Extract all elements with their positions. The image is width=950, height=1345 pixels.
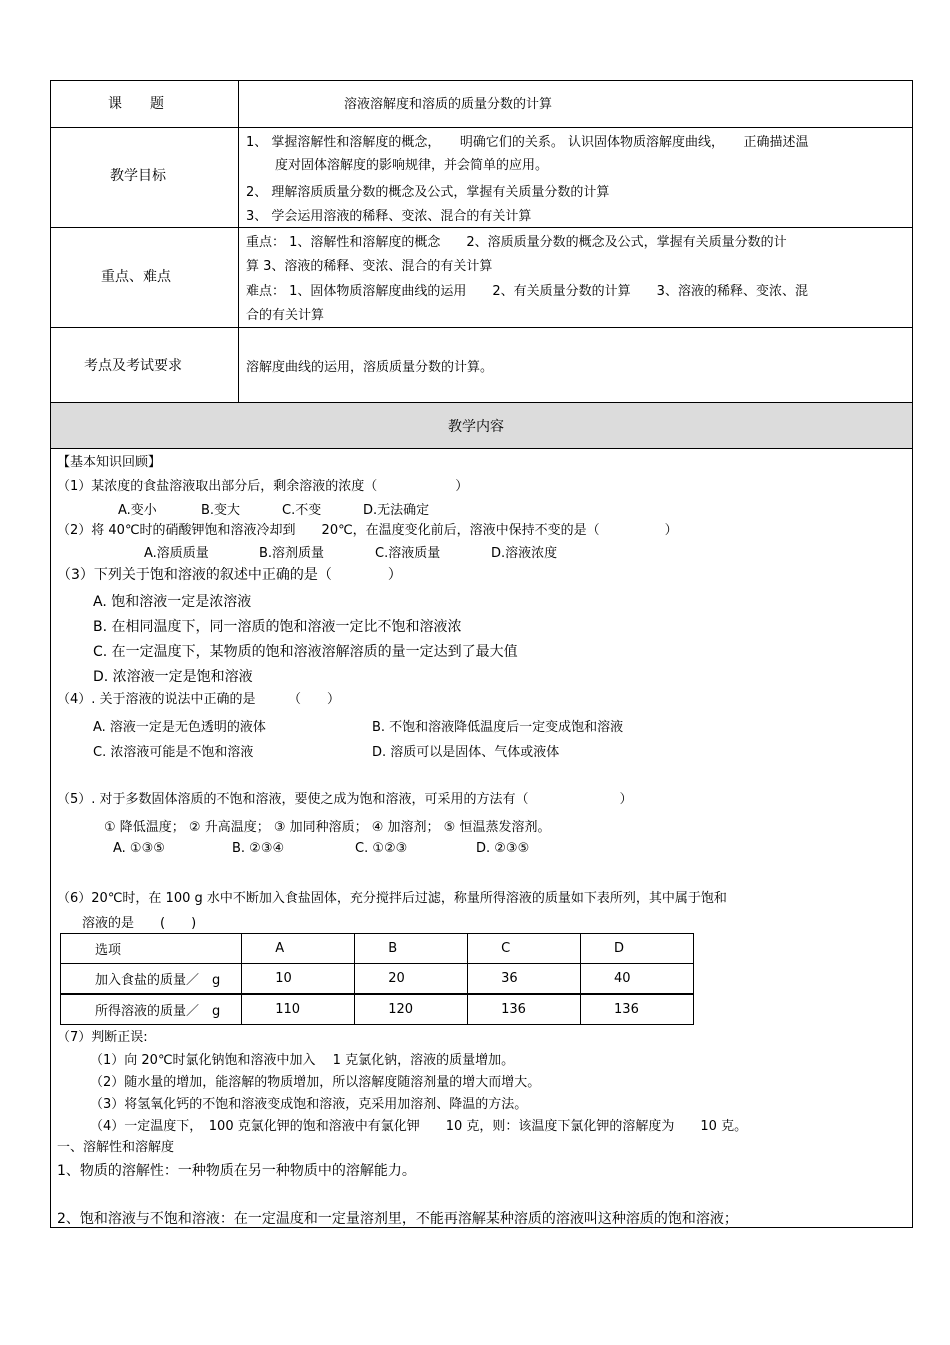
q5-option: D. ②③⑤ xyxy=(476,841,530,856)
q4-option: B. 不饱和溶液降低温度后一定变成饱和溶液 xyxy=(372,720,624,735)
table-header-cell: B xyxy=(355,934,468,964)
content-title: 教学内容 xyxy=(448,419,504,435)
topic-label: 课 题 xyxy=(108,96,164,112)
table-border xyxy=(50,80,913,81)
goal-line: 3、 学会运用溶液的稀释、变浓、混合的有关计算 xyxy=(246,209,532,224)
table-row xyxy=(61,994,694,1025)
table-cell: 136 xyxy=(468,994,581,1025)
table-cell: 136 xyxy=(581,994,694,1025)
q2-option: B.溶剂质量 xyxy=(259,546,325,561)
q7-item: （1）向 20℃时氯化钠饱和溶液中加入 1 克氯化钠，溶液的质量增加。 xyxy=(90,1053,515,1068)
table-header-cell: C xyxy=(468,934,581,964)
q2-option: C.溶液质量 xyxy=(375,546,441,561)
table-border xyxy=(50,127,913,128)
q2-option: D.溶液浓度 xyxy=(491,546,558,561)
table-cell: 加入食盐的质量／ g xyxy=(61,964,242,995)
table-cell: 120 xyxy=(355,994,468,1025)
q4-stem: （4）. 关于溶液的说法中正确的是 （ ） xyxy=(57,692,341,707)
q4-option: A. 溶液一定是无色透明的液体 xyxy=(93,720,266,735)
table-border xyxy=(50,448,913,449)
keypoint-line: 合的有关计算 xyxy=(246,308,325,323)
q1-option: D.无法确定 xyxy=(363,503,430,518)
q3-option: C. 在一定温度下，某物质的饱和溶液溶解溶质的量一定达到了最大值 xyxy=(93,644,518,660)
table-header-cell: A xyxy=(242,934,355,964)
q3-option: A. 饱和溶液一定是浓溶液 xyxy=(93,594,252,610)
q2-option: A.溶质质量 xyxy=(144,546,209,561)
goal-line: 度对固体溶解度的影响规律，并会简单的应用。 xyxy=(275,158,549,173)
table-cell: 所得溶液的质量／ g xyxy=(61,994,242,1025)
q5-option: B. ②③④ xyxy=(232,841,285,856)
q3-option: D. 浓溶液一定是饱和溶液 xyxy=(93,669,253,685)
table-cell: 40 xyxy=(581,964,694,995)
q1-option: C.不变 xyxy=(282,503,322,518)
q7-stem: （7）判断正误: xyxy=(57,1030,148,1045)
q2-stem: （2）将 40℃时的硝酸钾饱和溶液冷却到 20℃，在温度变化前后，溶液中保持不变的是（ ） xyxy=(57,523,678,538)
q5-methods: ① 降低温度； ② 升高温度； ③ 加同种溶质； ④ 加溶剂； ⑤ 恒温蒸发溶剂。 xyxy=(104,820,551,835)
point-2: 2、饱和溶液与不饱和溶液：在一定温度和一定量溶剂里，不能再溶解某种溶质的溶液叫这种溶质的饱和溶液； xyxy=(57,1211,738,1227)
q1-option: A.变小 xyxy=(118,503,157,518)
q4-option: D. 溶质可以是固体、气体或液体 xyxy=(372,745,560,760)
table-border xyxy=(50,80,51,1228)
table-row xyxy=(61,934,694,964)
keypoints-label: 重点、难点 xyxy=(101,269,171,285)
table-border xyxy=(238,80,239,402)
q7-item: （4）一定温度下， 100 克氯化钾的饱和溶液中有氯化钾 10 克，则：该温度下氯化钾的溶解度为 10 克。 xyxy=(90,1119,748,1134)
table-cell: 110 xyxy=(242,994,355,1025)
table-header-cell: 选项 xyxy=(61,934,242,964)
q3-stem: （3）下列关于饱和溶液的叙述中正确的是（ ） xyxy=(57,567,402,583)
q1-option: B.变大 xyxy=(201,503,241,518)
section-title: 一、溶解性和溶解度 xyxy=(57,1140,175,1155)
q7-item: （2）随水量的增加，能溶解的物质增加，所以溶解度随溶剂量的增大而增大。 xyxy=(90,1075,541,1090)
q6-stem: 溶液的是 ( ) xyxy=(82,916,197,931)
review-title: 【基本知识回顾】 xyxy=(57,455,162,470)
q6-stem: （6）20℃时，在 100 g 水中不断加入食盐固体，充分搅拌后过滤，称量所得溶液的质量如下表所列，其中属于饱和 xyxy=(57,891,727,906)
q4-option: C. 浓溶液可能是不饱和溶液 xyxy=(93,745,254,760)
q3-option: B. 在相同温度下，同一溶质的饱和溶液一定比不饱和溶液浓 xyxy=(93,619,462,635)
q5-option: A. ①③⑤ xyxy=(113,841,165,856)
table-border xyxy=(50,327,913,328)
goal-line: 1、 掌握溶解性和溶解度的概念， 明确它们的关系。 认识固体物质溶解度曲线， 正确描述温 xyxy=(246,135,809,150)
q6-table xyxy=(60,933,694,1025)
q5-option: C. ①②③ xyxy=(355,841,408,856)
keypoint-line: 算 3、溶液的稀释、变浓、混合的有关计算 xyxy=(246,259,493,274)
q1-stem: （1）某浓度的食盐溶液取出部分后，剩余溶液的浓度（ ） xyxy=(57,479,469,494)
goals-label: 教学目标 xyxy=(110,168,166,184)
table-row xyxy=(61,964,694,995)
q7-item: （3）将氢氧化钙的不饱和溶液变成饱和溶液，克采用加溶剂、降温的方法。 xyxy=(90,1097,528,1112)
goal-line: 2、 理解溶质质量分数的概念及公式，掌握有关质量分数的计算 xyxy=(246,185,610,200)
table-cell: 36 xyxy=(468,964,581,995)
keypoint-line: 难点： 1、固体物质溶解度曲线的运用 2、有关质量分数的计算 3、溶液的稀释、变浓、混 xyxy=(246,284,808,299)
topic-value: 溶液溶解度和溶质的质量分数的计算 xyxy=(344,97,553,112)
table-cell: 10 xyxy=(242,964,355,995)
keypoint-line: 重点： 1、溶解性和溶解度的概念 2、溶质质量分数的概念及公式，掌握有关质量分数的计 xyxy=(246,235,787,250)
exam-value: 溶解度曲线的运用，溶质质量分数的计算。 xyxy=(246,360,494,375)
point-1: 1、物质的溶解性：一种物质在另一种物质中的溶解能力。 xyxy=(57,1163,416,1179)
table-border xyxy=(50,227,913,228)
q5-stem: （5）. 对于多数固体溶质的不饱和溶液，要使之成为饱和溶液，可采用的方法有（ ） xyxy=(57,792,633,807)
table-header-cell: D xyxy=(581,934,694,964)
table-border xyxy=(912,80,913,1228)
exam-label: 考点及考试要求 xyxy=(84,358,182,374)
table-cell: 20 xyxy=(355,964,468,995)
